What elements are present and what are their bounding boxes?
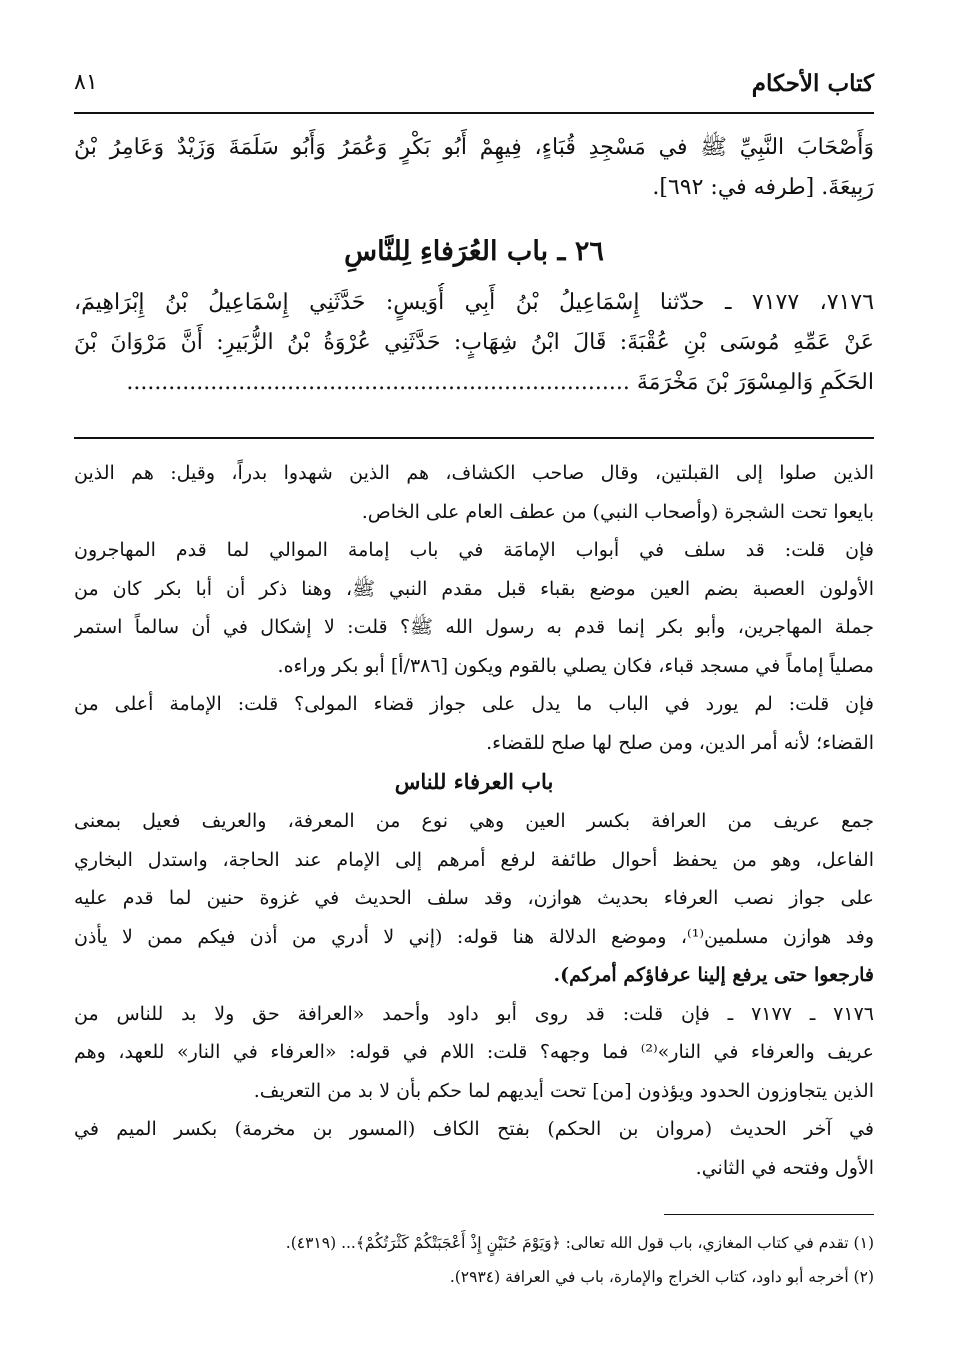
text-line: الفاعل، وهو من يحفظ أحوال طائفة لرفع أمرهم إلى الإمام عند الحاجة، واستدل البخاري	[74, 848, 874, 871]
text-line: بايعوا تحت الشجرة (وأصحاب النبي) من عطف العام على الخاص.	[361, 500, 874, 523]
text-line: فارجعوا حتى يرفع إلينا عرفاؤكم أمركم).	[553, 964, 874, 986]
text-line: على جواز نصب العرفاء بحديث هوازن، وقد سلف الحديث في غزوة حنين لما قدم عليه	[74, 887, 874, 909]
text-line: مصلياً إماماً في مسجد قباء، فكان يصلي بالقوم ويكون [٣٨٦/أ] أبو بكر وراءه.	[277, 654, 874, 677]
text-line: رَبِيعَةَ. [طرفه في: ٦٩٢].	[652, 175, 874, 200]
text-line: جمع عريف من العرافة بكسر العين وهي نوع من المعرفة، والعريف فعيل بمعنى	[74, 810, 874, 832]
commentary	[74, 454, 874, 1187]
sub-heading: باب العرفاء للناس	[394, 769, 554, 794]
text-line: وفد هوازن مسلمين⁽¹⁾، وموضع الدلالة هنا قوله: (إني لا أدري من أذن فيكم ممن لا يأذن	[74, 925, 874, 948]
page-number: ٨١	[74, 70, 98, 95]
text-line: ٧١٧٦ ـ ٧١٧٧ ـ فإن قلت: قد روى أبو داود وأحمد «العرافة حق ولا بد للناس من	[74, 1002, 874, 1025]
text-line: عَنْ عَمِّهِ مُوسَى بْنِ عُقْبَةَ: قَالَ ابْنُ شِهَابٍ: حَدَّثَنِي عُرْوَةُ بْنُ الزُّبَيرِ: أَنَّ مَرْوَانَ بْنَ	[74, 330, 874, 355]
header-rule	[74, 112, 874, 114]
hadith-text	[74, 283, 874, 403]
text-line: فإن قلت: لم يورد في الباب ما يدل على جواز قضاء المولى؟ قلت: الإمامة أعلى من	[74, 693, 874, 715]
text-line: في آخر الحديث (مروان بن الحكم) بفتح الكاف (المسور بن مخرمة) بكسر الميم في	[74, 1118, 874, 1140]
text-line: وَأَصْحَابَ النَّبِيِّ ﷺ في مَسْجِدِ قُبَاءٍ، فِيهِمْ أَبُو بَكْرٍ وَعُمَرُ وَأَبُو سَلَمَةَ وَزَيْدٌ وَعَامِرُ بْنُ	[74, 135, 874, 160]
text-commentary-divider	[74, 437, 874, 439]
text-line: الذين يتجاوزون الحدود ويؤذون [من] تحت أيديهم لما حكم بأن لا بد من التعريف.	[253, 1079, 874, 1102]
text-line: فإن قلت: قد سلف في أبواب الإمامَة في باب إمامة الموالي لما قدم المهاجرون	[74, 539, 874, 561]
dotted-continuation: ........................................................................	[126, 370, 630, 395]
text-line: جملة المهاجرين، وأبو بكر إنما قدم به رسول الله ﷺ؟ قلت: لا إشكال في أن سالماً استمر	[74, 616, 874, 638]
text-line	[74, 363, 874, 403]
narrator-names: الحَكَمِ وَالمِسْوَرَ بْنَ مَخْرَمَةَ	[636, 370, 874, 395]
text-line: الأول وفتحه في الثاني.	[695, 1156, 874, 1179]
chapter-heading: ٢٦ ـ باب العُرَفاءِ لِلنَّاسِ	[344, 236, 604, 267]
text-line: القضاء؛ لأنه أمر الدين، ومن صلح لها صلح للقضاء.	[486, 731, 874, 754]
text-line: ٧١٧٦، ٧١٧٧ ـ حدّثنا إِسْمَاعِيلُ بْنُ أَبِي أُوَيسٍ: حَدَّثَنِي إِسْمَاعِيلُ بْنُ إِبْرَاهِيمَ،	[74, 290, 874, 315]
footnotes	[74, 1226, 874, 1294]
text-line: عريف والعرفاء في النار»⁽²⁾ فما وجهه؟ قلت: اللام في قوله: «العرفاء في النار» للعهد، وهم	[74, 1041, 874, 1063]
book-title: كتاب الأحكام	[751, 70, 874, 97]
text-line: الذين صلوا إلى القبلتين، وقال صاحب الكشاف، هم الذين شهدوا بدراً، وقيل: هم الذين	[74, 462, 874, 484]
footnote: (٢) أخرجه أبو داود، كتاب الخراج والإمارة، باب في العرافة (٢٩٣٤).	[449, 1268, 874, 1286]
hadith-continuation	[74, 128, 874, 208]
text-line: الأولون العصبة بضم العين موضع بقباء قبل مقدم النبي ﷺ، وهنا ذكر أن أبا بكر كان من	[74, 577, 874, 600]
page-header	[74, 70, 874, 106]
footnote-rule	[664, 1214, 874, 1215]
footnote: (١) تقدم في كتاب المغازي، باب قول الله تعالى: ﴿وَيَوْمَ حُنَيْنٍ إِذْ أَعْجَبَتْكُمْ كَثْرَتُكُمْ﴾... (٤٣١٩).	[285, 1234, 874, 1252]
